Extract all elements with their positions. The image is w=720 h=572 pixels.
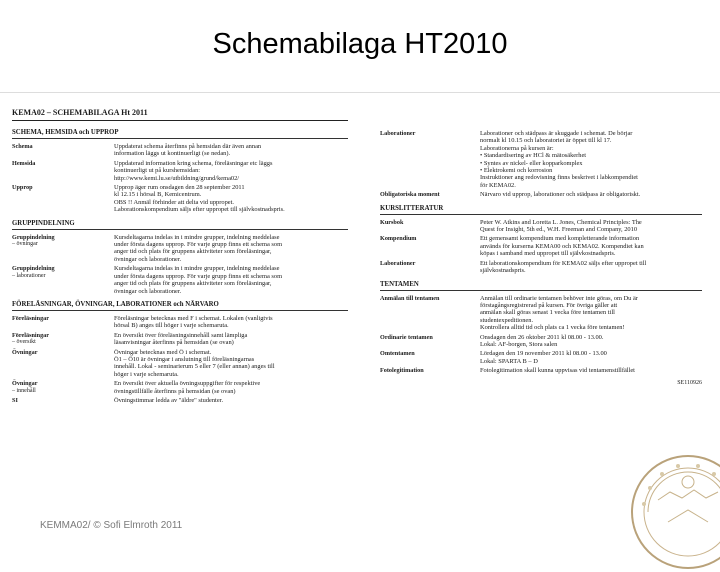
entry-value [114,332,348,347]
entry-line: • Elektrokemi och korrosion [480,167,553,175]
right-column-body [380,130,702,375]
entry-line: kontinuerligt ut på kurshemsidan: [114,167,201,175]
entry-gruppindelning [12,234,348,264]
entry-line: Uppdaterad information kring schema, föreläsningar etc läggs [114,159,273,167]
entry-line: Upprop äger rum onsdagen den 28 september 2011 [114,184,245,192]
entry-label-text: Övningar [12,348,38,356]
entry-kompendium [380,235,702,257]
entry-line[interactable]: http://www.kemi.lu.se/utbildning/grund/kema02/ [114,174,240,182]
entry-label [380,295,480,332]
entry-label [12,380,114,395]
entry-line: • Syntes av nickel- eller kopparkomplex [480,159,583,167]
entry-value [480,260,702,275]
entry-value [114,234,348,264]
entry-sublabel: – laborationer [12,272,46,279]
entry-line: normalt kl 10.15 och laboratoriet är öppet till kl 17. [480,137,612,145]
entry-line: under första dagens upprop. För varje grupp finns ett schema som [114,241,283,249]
document-right-column [380,130,702,387]
entry-line: köpas i samband med uppropet till självkostnadspris. [480,250,616,258]
entry-schema [12,143,348,158]
entry-value [480,367,702,374]
entry-label-text: Gruppindelning [12,265,55,273]
entry-label-text: Laborationer [380,259,416,267]
entry-label [380,130,480,189]
entry-kursbok [380,219,702,234]
slide-footer: KEMMA02/ © Sofi Elmroth 2011 [40,520,183,531]
entry-line: anger tid och plats för gruppens aktiviteter som föreläsningar, [114,280,272,288]
entry-label-text: Anmälan till tentamen [380,294,440,302]
entry-label-text: Ordinarie tentamen [380,333,433,341]
entry-line: Lokal: AF-borgen, Stora salen [480,340,558,348]
entry-line: under första dagens upprop. För varje grupp finns ett schema som [114,272,283,280]
entry-line: • Standardisering av HCl & mätosäkerhet [480,152,587,160]
entry-line: Föreläsningar betecknas med F i schemat. Lokalen (vanligtvis [114,314,273,322]
entry-line: Lokal: SPARTA B – D [480,357,538,365]
entry-line: Närvaro vid upprop, laborationer och städpass är obligatoriskt. [480,191,641,199]
entry-ordinarie-tentamen [380,334,702,349]
entry-label [12,349,114,379]
entry-label-text: Laborationer [380,130,416,137]
university-seal-icon [628,452,720,572]
entry-label [12,160,114,182]
document-left-column [12,108,348,406]
entry-label-text: Fotolegitimation [380,367,424,375]
entry-fotolegitimation [380,367,702,374]
entry-laborationer [380,260,702,275]
entry-line: hörsal B) anges till höger i varje schemaruta. [114,322,229,330]
entry-laborationer [380,130,702,189]
entry-line: Laborationer och städpass är skuggade i schemat. De börjar [480,130,633,137]
entry-anmalan-till-tentamen [380,295,702,332]
section-heading-tentamen: TENTAMEN [380,281,702,291]
entry-gruppindelning [12,265,348,295]
entry-line: kl 12.15 i hörsal B, Kemicentrum. [114,191,202,199]
entry-line: Kursdeltagarna indelas in i mindre grupper, indelning meddelase [114,233,280,241]
entry-label [380,235,480,257]
entry-line: självkostnadspris. [480,267,526,275]
entry-line: Instruktioner ang redovisning finns beskrivet i labkompendiet [480,174,638,182]
entry-label [12,143,114,158]
entry-label-text: Föreläsningar [12,331,50,339]
entry-omtentamen [380,350,702,365]
entry-label [12,315,114,330]
title-divider [0,92,720,93]
entry-line: anmälan skall göras senast 1 vecka före tentamen till [480,309,615,317]
entry-line: Uppdaterat schema återfinns på hemsidan där även annan [114,143,262,150]
section-heading-forelasningar-ovningar-laborationer-och-narvaro: FÖRELÄSNINGAR, ÖVNINGAR, LABORATIONER och NÄRVARO [12,301,348,311]
document-heading: KEMA02 – SCHEMABILAGA Ht 2011 [12,108,348,121]
entry-label-text: Övningar [12,380,38,388]
entry-line: studentexpeditionen. [480,316,534,324]
section-heading-schema-hemsida-och-upprop: SCHEMA, HEMSIDA och UPPROP [12,129,348,139]
entry-sublabel: – översikt [12,339,36,346]
entry-line: Ett gemensamt kompendium med kompletterande information [480,235,640,243]
entry-line: för KEMA02. [480,181,516,189]
entry-obligatoriska-moment [380,191,702,198]
entry-line: Fotolegitimation skall kunna uppvisas vid tentamenstillfället [480,367,635,375]
entry-line: Laborationskompendium säljs efter uppropet till självkostnadspris. [114,206,285,214]
entry-line: Övningar betecknas med Ö i schemat. [114,348,212,356]
entry-hemsida [12,160,348,182]
entry-label [380,260,480,275]
entry-value [114,143,348,158]
entry-label [380,350,480,365]
section-heading-kurslitteratur: KURSLITTERATUR [380,205,702,215]
entry-line: Laborationerna på kursen är: [480,144,554,152]
entry-label [12,265,114,295]
entry-value [480,334,702,349]
schedule-document [12,108,702,508]
entry-line: läsanvisningar återfinns på hemsidan (se ovan) [114,339,234,347]
entry-value [480,219,702,234]
entry-value [480,191,702,198]
entry-line: höger i varje schemaruta. [114,370,179,378]
entry-sublabel: – innehåll [12,387,36,394]
entry-line: Kontrollera alltid tid och plats ca 1 vecka före tentamen! [480,324,625,332]
entry-line: används för kurserna KEMA00 och KEMA02. Kompendiet kan [480,242,644,250]
entry-line: innehåll. Lokal - seminarierum 5 eller 7 (eller annan) anges till [114,363,275,371]
entry-value [114,315,348,330]
entry-value [114,160,348,182]
entry-label [12,234,114,264]
slide-title: Schemabilaga HT2010 [212,28,508,60]
entry-sublabel: – övningar [12,241,38,248]
entry-value [114,349,348,379]
entry-label [380,367,480,374]
entry-forelasningar [12,332,348,347]
entry-line: anger tid och plats för gruppens aktiviteter som föreläsningar, [114,248,272,256]
entry-line: En översikt över aktuella övningsuppgifter för respektive [114,380,261,388]
entry-ovningar [12,349,348,379]
entry-label [380,334,480,349]
entry-label-text: Schema [12,143,33,150]
entry-line: OBS !! Anmäl förhinder att delta vid uppropet. [114,198,234,206]
entry-label-text: Omtentamen [380,350,415,358]
entry-line: Kursdeltagarna indelas in i mindre grupper, indelning meddelase [114,265,280,273]
entry-line: Onsdagen den 26 oktober 2011 kl 08.00 - 13.00. [480,333,604,341]
entry-forelasningar [12,315,348,330]
entry-line: övningstillfälle återfinns på hemsidan (se ovan) [114,387,236,395]
entry-label-text: Obligatoriska moment [380,191,440,199]
entry-value [480,295,702,332]
document-code: SE110926 [677,379,702,386]
entry-label-text: SI [12,396,18,404]
left-column-body [12,129,348,404]
entry-value [480,235,702,257]
entry-upprop [12,184,348,214]
entry-line: Ett laborationskompendium för KEMA02 säljs efter uppropet till [480,259,647,267]
entry-value [114,184,348,214]
entry-label-text: Upprop [12,184,33,192]
entry-line: information läggs ut kontinuerligt (se nedan). [114,150,231,158]
entry-ovningar [12,380,348,395]
entry-line: Anmälan till ordinarie tentamen behöver inte göras, om Du är [480,294,638,302]
entry-label [380,219,480,234]
entry-line: övningar och laborationer. [114,287,182,295]
entry-value [480,350,702,365]
entry-line: förstagångsregistrerad på kursen. För övriga gäller att [480,301,618,309]
entry-line: Övningstimmar ledda av "äldre" studenter. [114,396,224,404]
entry-label-text: Kursbok [380,218,404,226]
entry-value [114,397,348,404]
entry-line: En översikt över föreläsningsinnehåll samt lämpliga [114,331,248,339]
entry-label [12,332,114,347]
entry-value [114,380,348,395]
entry-label-text: Gruppindelning [12,233,55,241]
entry-line: Lördagen den 19 november 2011 kl 08.00 - 13.00 [480,350,607,358]
entry-label [12,184,114,214]
entry-si [12,397,348,404]
entry-line: Peter W. Atkins and Loretta L. Jones, Chemical Principles: The [480,218,642,226]
entry-line: Quest for Insight, 5th ed., W.H. Freeman and Company, 2010 [480,226,638,234]
entry-value [114,265,348,295]
entry-value [480,130,702,189]
entry-label-text: Föreläsningar [12,314,50,322]
entry-label-text: Kompendium [380,235,417,243]
entry-label [12,397,114,404]
entry-label [380,191,480,198]
entry-label-text: Hemsida [12,159,36,167]
entry-line: Ö1 – Ö10 är övningar i anslutning till föreläsningarnas [114,355,255,363]
section-heading-gruppindelning: GRUPPINDELNING [12,220,348,230]
entry-line: övningar och laborationer. [114,255,182,263]
